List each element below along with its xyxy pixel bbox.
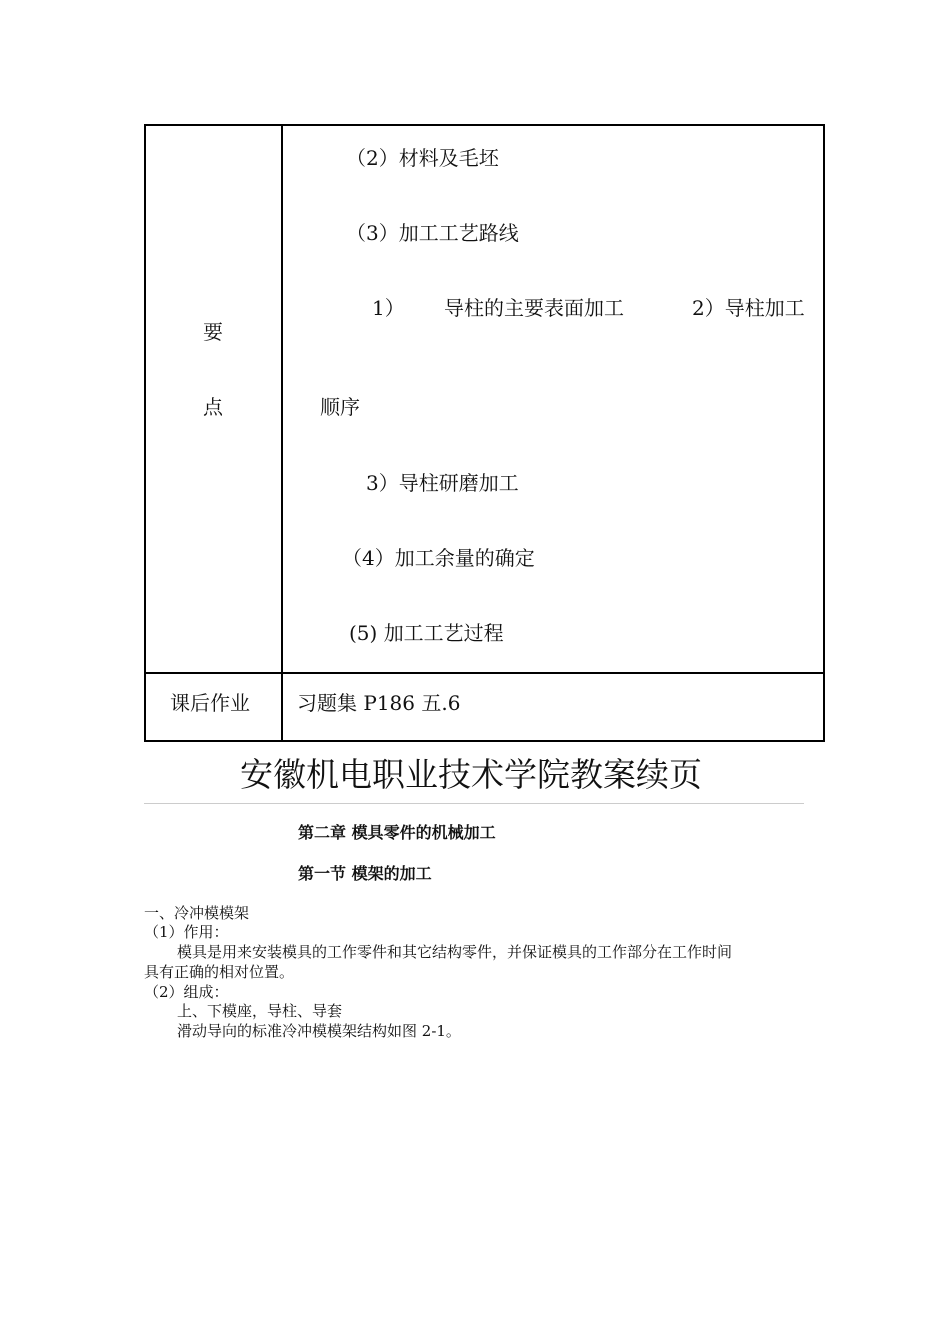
label-char-1: 要 <box>203 320 223 344</box>
homework-content: 习题集 P186 五.6 <box>297 691 461 715</box>
body-line-6: 上、下模座，导柱、导套 <box>177 1002 343 1020</box>
chapter-heading: 第二章 模具零件的机械加工 <box>298 823 496 842</box>
body-line-3: 模具是用来安装模具的工作零件和其它结构零件，并保证模具的工作部分在工作时间 <box>177 943 733 961</box>
point-materials: （2）材料及毛坯 <box>346 146 499 170</box>
point-sub-1-num: 1） <box>372 296 405 320</box>
point-sub-2-cont: 顺序 <box>320 395 360 419</box>
title-divider <box>144 803 804 804</box>
page-title: 安徽机电职业技术学院教案续页 <box>240 755 702 794</box>
body-line-2: （1）作用： <box>144 923 229 941</box>
body-line-7: 滑动导向的标准冷冲模模架结构如图 2-1。 <box>177 1022 461 1040</box>
point-sub-1-text: 导柱的主要表面加工 <box>444 296 624 320</box>
point-sub-2-text: 2）导柱加工 <box>692 296 805 320</box>
label-char-2: 点 <box>203 395 223 419</box>
point-sub-3: 3）导柱研磨加工 <box>366 471 519 495</box>
point-process-route: （3）加工工艺路线 <box>346 221 519 245</box>
point-allowance: （4）加工余量的确定 <box>342 546 535 570</box>
section-heading: 第一节 模架的加工 <box>298 864 432 883</box>
body-line-5: （2）组成： <box>144 983 229 1001</box>
lesson-plan-table <box>144 124 825 742</box>
row-divider <box>146 672 823 674</box>
body-line-1: 一、冷冲模模架 <box>144 904 250 922</box>
column-divider <box>281 126 283 740</box>
point-process: (5) 加工工艺过程 <box>349 621 504 645</box>
homework-label: 课后作业 <box>170 691 250 715</box>
body-line-4: 具有正确的相对位置。 <box>144 963 295 981</box>
